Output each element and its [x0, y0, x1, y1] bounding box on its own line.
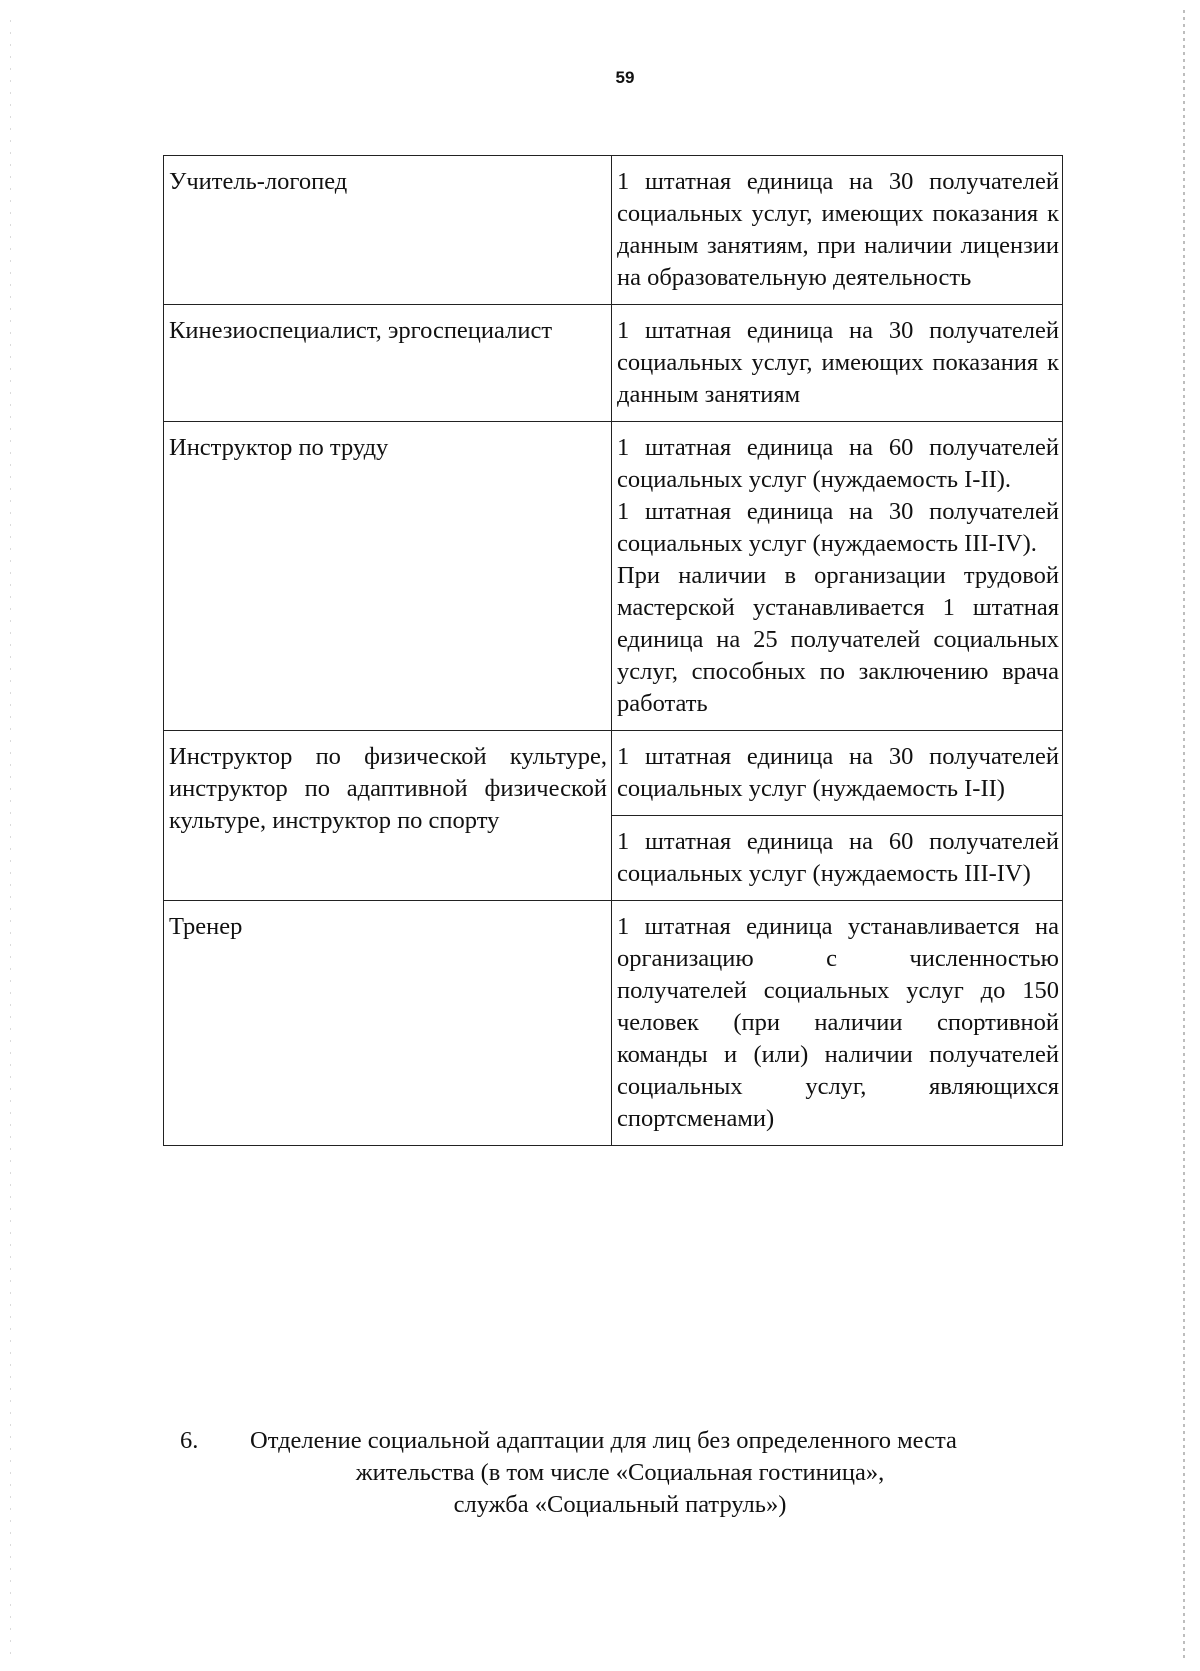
section-heading-line: жительства (в том числе «Социальная гостиница», — [355, 1459, 885, 1486]
scan-edge-right — [1183, 10, 1185, 1660]
norm-cell — [611, 422, 1062, 731]
page-number: 59 — [615, 68, 635, 87]
section-heading-line — [180, 1425, 1060, 1457]
table-row — [164, 422, 1063, 731]
section-title-part: Отделение социальной адаптации для лиц без определенного места — [250, 1427, 957, 1454]
position-cell: Инструктор по труду — [164, 422, 612, 731]
norm-text: 1 штатная единица устанавливается на организацию с численностью получателей социальных услуг до 150 человек (при наличии спортивной команды и (или) наличии получателей социальных услуг, являющихся спортсменами) — [616, 913, 1059, 1132]
table-row — [164, 156, 1063, 305]
table-row — [164, 731, 1063, 816]
norm-cell — [611, 305, 1062, 422]
norm-text: 1 штатная единица на 30 получателей социальных услуг (нуждаемость III-IV). — [616, 498, 1059, 557]
norm-cell — [611, 731, 1062, 816]
section-number: 6. — [180, 1427, 199, 1454]
staffing-table — [163, 155, 1063, 1146]
norm-text: 1 штатная единица на 30 получателей социальных услуг, имеющих показания к данным занятиям, при наличии лицензии на образовательную деятельность — [616, 168, 1059, 291]
norm-text: 1 штатная единица на 30 получателей социальных услуг (нуждаемость I-II) — [616, 743, 1059, 802]
norm-text: 1 штатная единица на 30 получателей социальных услуг, имеющих показания к данным занятиям — [616, 317, 1059, 408]
norm-text: 1 штатная единица на 60 получателей социальных услуг (нуждаемость III-IV) — [616, 828, 1059, 887]
table-row — [164, 305, 1063, 422]
norm-text: При наличии в организации трудовой мастерской устанавливается 1 штатная единица на 25 получателей социальных услуг, способных по заключению врача работать — [616, 562, 1059, 717]
position-cell: Инструктор по физической культуре, инструктор по адаптивной физической культуре, инструктор по спорту — [164, 731, 612, 901]
norm-cell — [611, 156, 1062, 305]
table-row — [164, 901, 1063, 1146]
section-heading-line: служба «Социальный патруль») — [453, 1491, 787, 1518]
position-cell: Тренер — [164, 901, 612, 1146]
norm-cell — [611, 816, 1062, 901]
position-cell: Кинезиоспециалист, эргоспециалист — [164, 305, 612, 422]
scan-edge-left — [10, 20, 11, 1660]
position-cell: Учитель-логопед — [164, 156, 612, 305]
section-heading — [180, 1425, 1060, 1521]
norm-cell — [611, 901, 1062, 1146]
norm-text: 1 штатная единица на 60 получателей социальных услуг (нуждаемость I-II). — [616, 434, 1059, 493]
